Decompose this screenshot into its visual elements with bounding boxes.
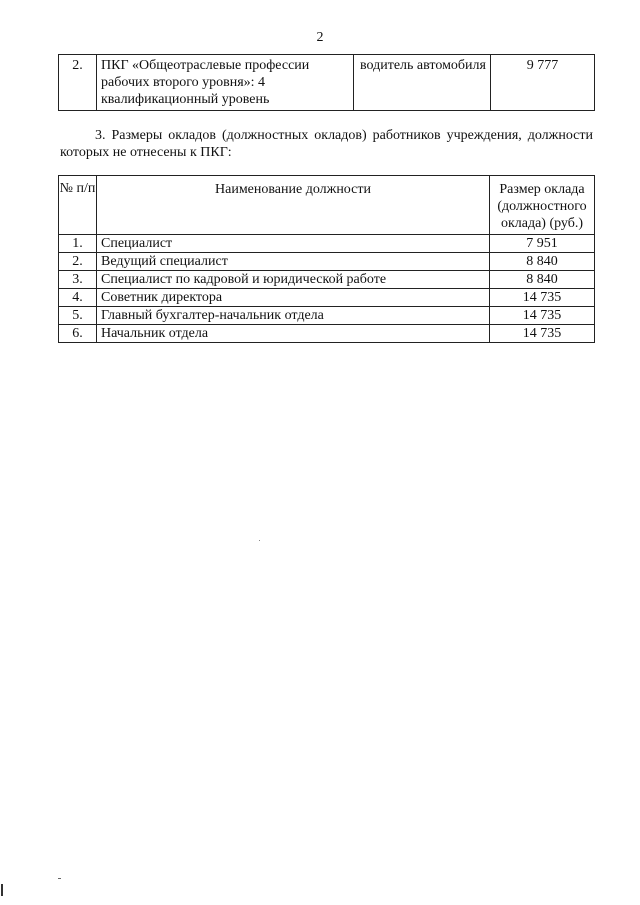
table-row bbox=[59, 271, 595, 289]
salary-value: 9 777 bbox=[491, 55, 595, 111]
header-number: № п/п bbox=[59, 176, 97, 235]
salary-value: 14 735 bbox=[490, 289, 595, 307]
salary-value: 7 951 bbox=[490, 235, 595, 253]
position-name: Специалист bbox=[97, 235, 490, 253]
row-number: 2. bbox=[59, 253, 97, 271]
scan-speck bbox=[259, 540, 260, 541]
table-row bbox=[59, 253, 595, 271]
header-position-name: Наименование должности bbox=[97, 176, 490, 235]
salary-value: 8 840 bbox=[490, 271, 595, 289]
salary-table bbox=[58, 175, 595, 343]
table-row bbox=[59, 55, 595, 111]
margin-mark bbox=[1, 884, 3, 896]
qualification-group: ПКГ «Общеотраслевые профессии рабочих второго уровня»: 4 квалификационный уровень bbox=[97, 55, 354, 111]
pkg-table-continuation bbox=[58, 54, 595, 111]
row-number: 2. bbox=[59, 55, 97, 111]
table-row bbox=[59, 289, 595, 307]
salary-value: 14 735 bbox=[490, 307, 595, 325]
position-name: Начальник отдела bbox=[97, 325, 490, 343]
row-number: 4. bbox=[59, 289, 97, 307]
position-name: Советник директора bbox=[97, 289, 490, 307]
row-number: 1. bbox=[59, 235, 97, 253]
table-row bbox=[59, 235, 595, 253]
page-number: 2 bbox=[316, 30, 324, 45]
position-name: Специалист по кадровой и юридической работе bbox=[97, 271, 490, 289]
table-row bbox=[59, 307, 595, 325]
table-row bbox=[59, 325, 595, 343]
position-name: Ведущий специалист bbox=[97, 253, 490, 271]
position-name: Главный бухгалтер-начальник отдела bbox=[97, 307, 490, 325]
salary-value: 8 840 bbox=[490, 253, 595, 271]
row-number: 3. bbox=[59, 271, 97, 289]
section-paragraph: 3. Размеры окладов (должностных окладов) работников учреждения, должности которых не отнесены к ПКГ: bbox=[60, 128, 593, 160]
scan-speck bbox=[58, 878, 61, 879]
row-number: 6. bbox=[59, 325, 97, 343]
row-number: 5. bbox=[59, 307, 97, 325]
table-header-row bbox=[59, 176, 595, 235]
position-name: водитель автомобиля bbox=[354, 55, 491, 111]
salary-value: 14 735 bbox=[490, 325, 595, 343]
header-salary: Размер оклада (должностного оклада) (руб.) bbox=[490, 176, 595, 235]
